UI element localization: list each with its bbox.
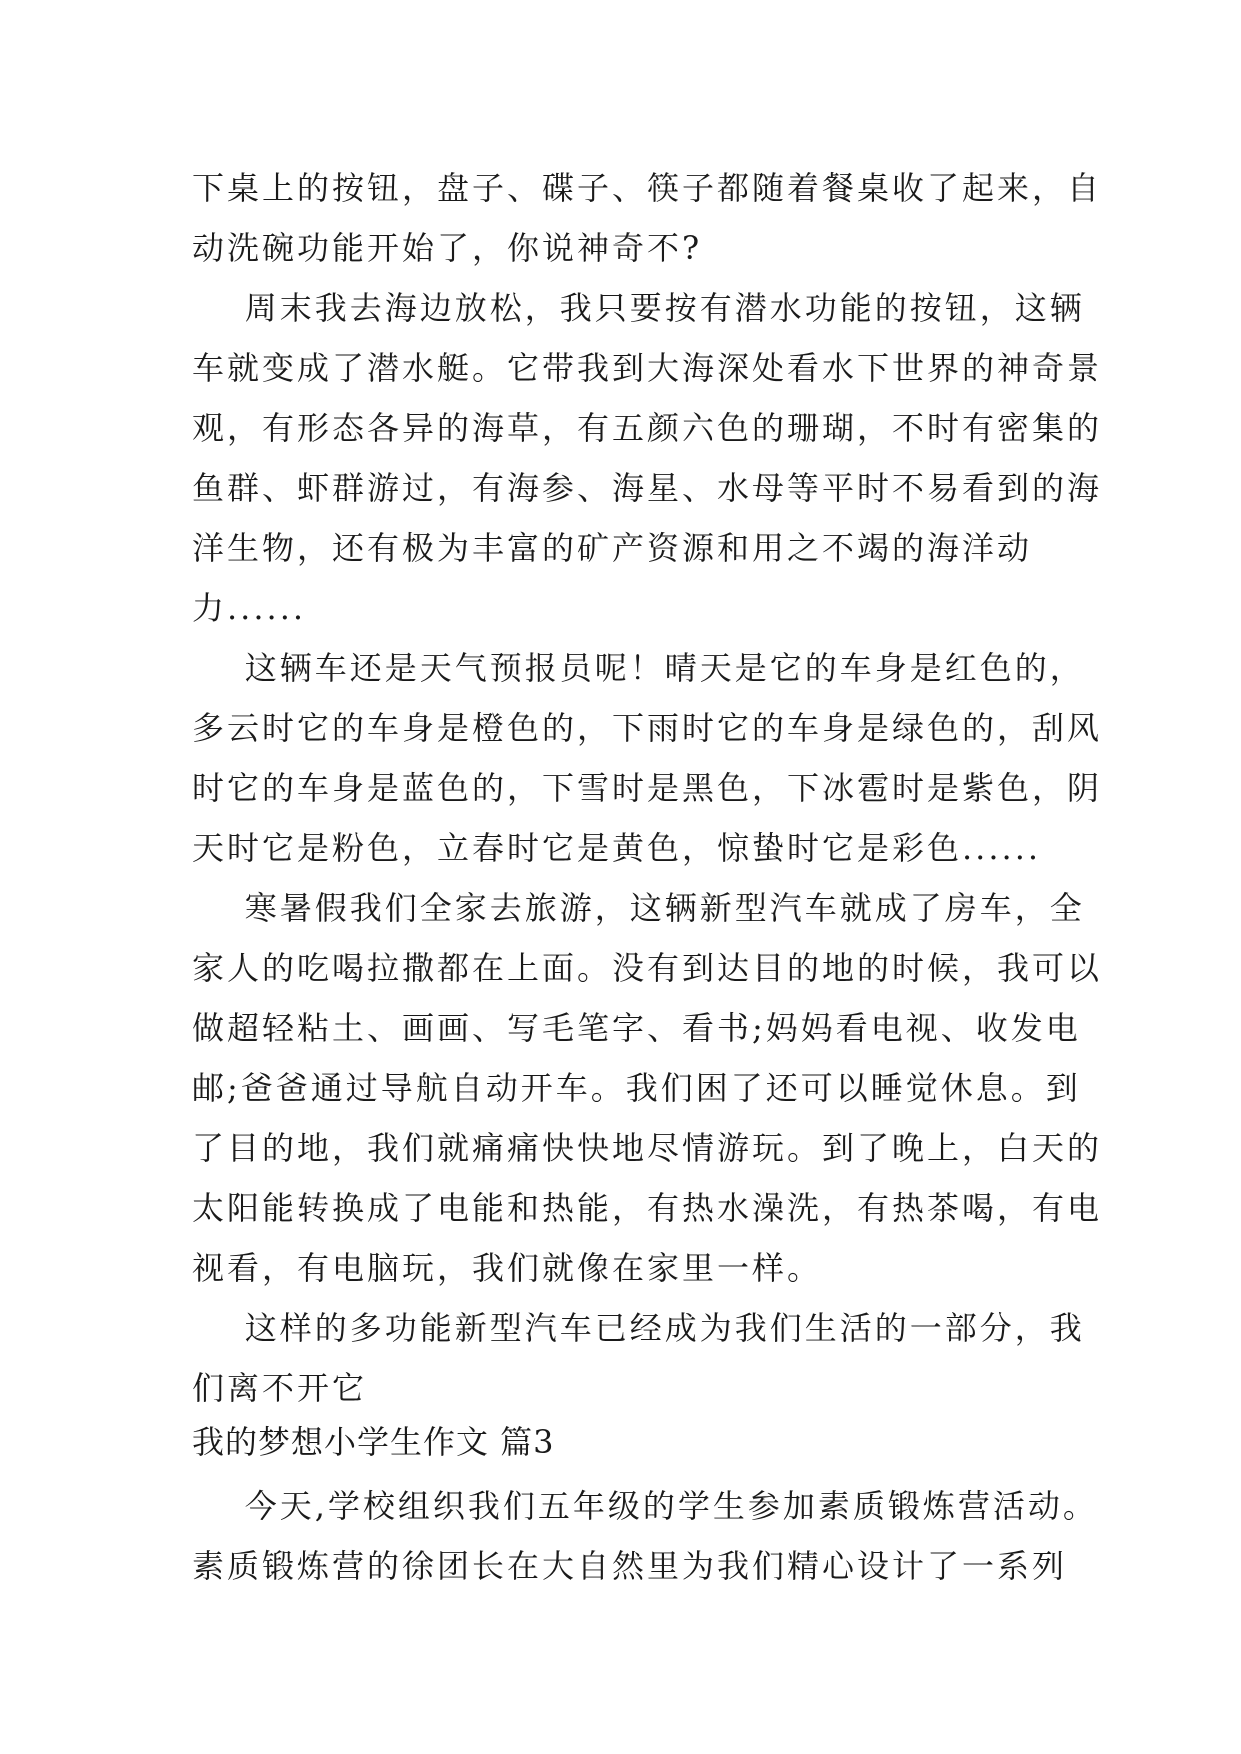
- text-line: 太阳能转换成了电能和热能，有热水澡洗，有热茶喝，有电: [192, 1189, 1103, 1227]
- text-line: 邮;爸爸通过导航自动开车。我们困了还可以睡觉休息。到: [192, 1069, 1081, 1107]
- text-line: 这样的多功能新型汽车已经成为我们生活的一部分，我: [192, 1309, 1085, 1347]
- text-line: 时它的车身是蓝色的，下雪时是黑色，下冰雹时是紫色，阴: [192, 769, 1103, 807]
- section-heading: 我的梦想小学生作文 篇3: [192, 1423, 555, 1461]
- text-line: 了目的地，我们就痛痛快快地尽情游玩。到了晚上，白天的: [192, 1129, 1103, 1167]
- text-line: 下桌上的按钮，盘子、碟子、筷子都随着餐桌收了起来，自: [192, 169, 1103, 207]
- text-line: 观，有形态各异的海草，有五颜六色的珊瑚，不时有密集的: [192, 409, 1103, 447]
- text-line: 寒暑假我们全家去旅游，这辆新型汽车就成了房车，全: [192, 889, 1085, 927]
- text-line: 今天,学校组织我们五年级的学生参加素质锻炼营活动。: [192, 1487, 1098, 1525]
- text-line: 鱼群、虾群游过，有海参、海星、水母等平时不易看到的海: [192, 469, 1103, 507]
- text-line: 们离不开它: [192, 1369, 368, 1407]
- text-line: 家人的吃喝拉撒都在上面。没有到达目的地的时候，我可以: [192, 949, 1103, 987]
- text-line: 车就变成了潜水艇。它带我到大海深处看水下世界的神奇景: [192, 349, 1103, 387]
- text-line: 视看，有电脑玩，我们就像在家里一样。: [192, 1249, 823, 1287]
- text-line: 多云时它的车身是橙色的，下雨时它的车身是绿色的，刮风: [192, 709, 1103, 747]
- text-line: 素质锻炼营的徐团长在大自然里为我们精心设计了一系列: [192, 1547, 1068, 1585]
- text-line: 天时它是粉色，立春时它是黄色，惊蛰时它是彩色......: [192, 829, 1042, 867]
- text-line: 洋生物，还有极为丰富的矿产资源和用之不竭的海洋动: [192, 529, 1033, 567]
- text-line: 力......: [192, 589, 307, 627]
- text-line: 这辆车还是天气预报员呢！晴天是它的车身是红色的，: [192, 649, 1085, 687]
- text-line: 动洗碗功能开始了，你说神奇不?: [192, 229, 703, 267]
- text-line: 周末我去海边放松，我只要按有潜水功能的按钮，这辆: [192, 289, 1085, 327]
- text-line: 做超轻粘土、画画、写毛笔字、看书;妈妈看电视、收发电: [192, 1009, 1081, 1047]
